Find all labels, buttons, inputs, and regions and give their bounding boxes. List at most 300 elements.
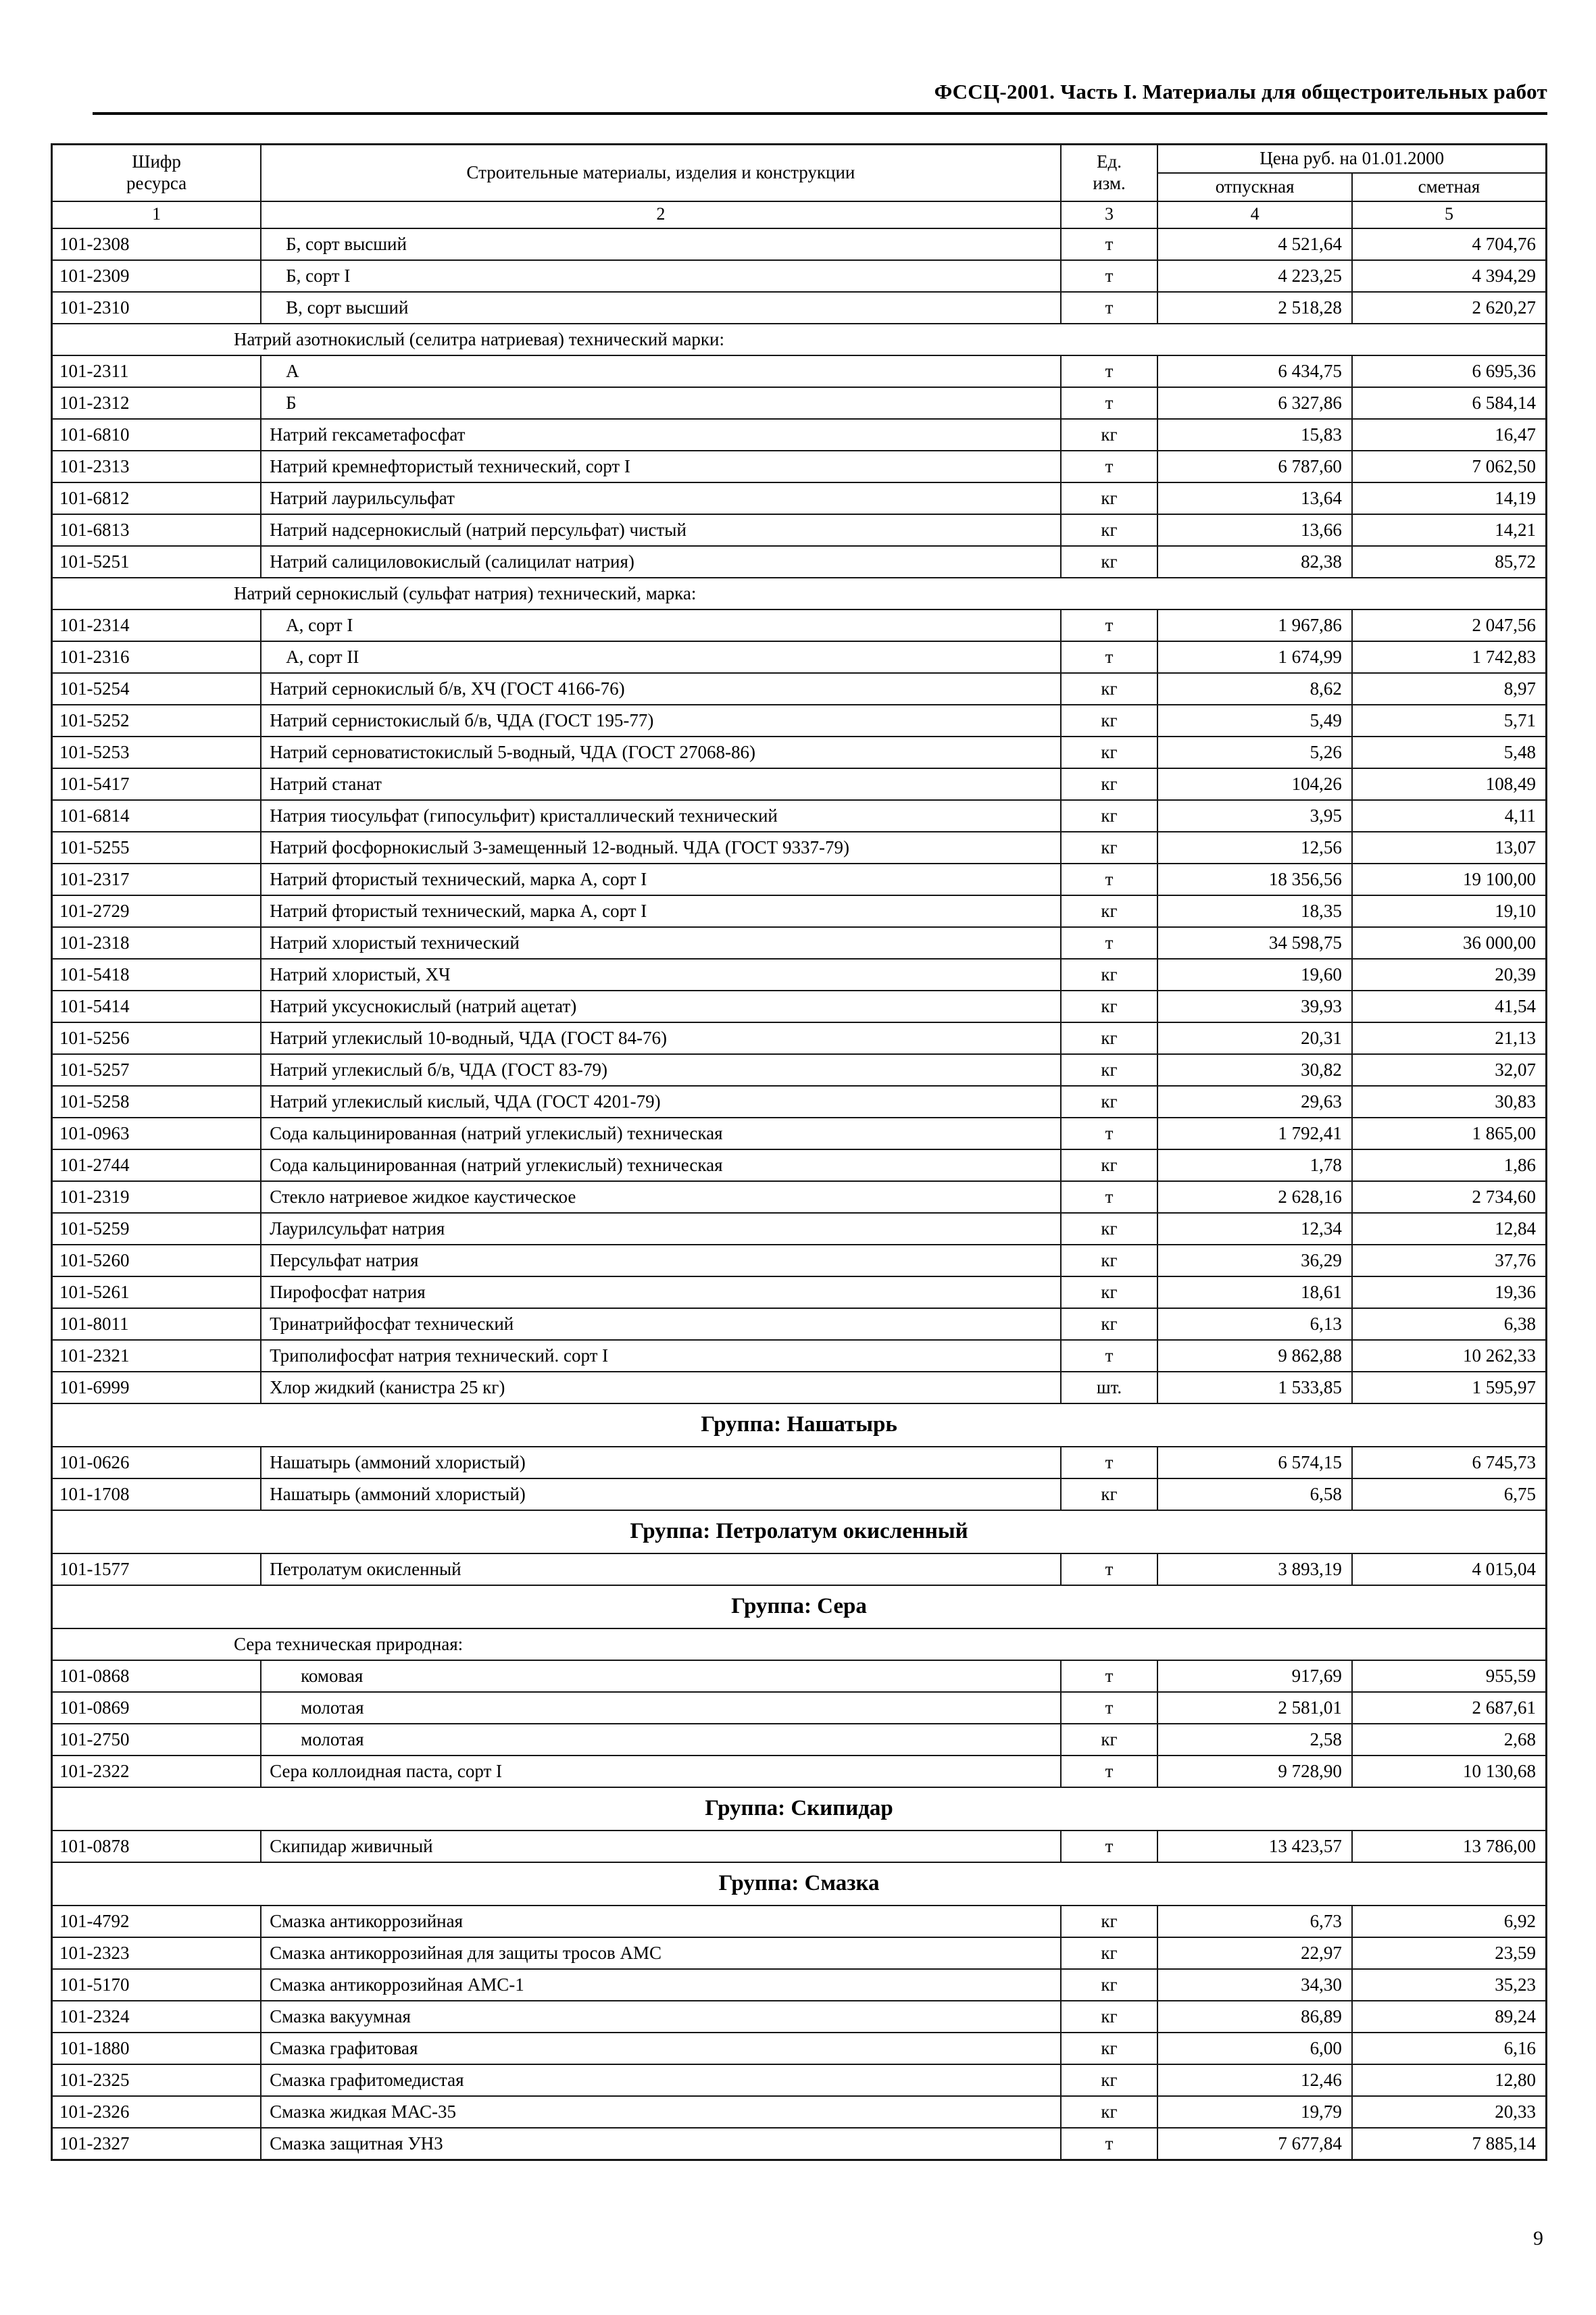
cell-material-name: Смазка антикоррозийная для защиты тросов АМС [261,1937,1060,1969]
cell-price-estimate: 89,24 [1352,2001,1547,2033]
cell-resource-code: 101-2322 [52,1756,261,1787]
cell-price-release: 18 356,56 [1157,864,1352,895]
cell-resource-code: 101-2309 [52,260,261,292]
cell-price-release: 34 598,75 [1157,927,1352,959]
material-row [52,705,1547,737]
cell-price-estimate: 4 394,29 [1352,260,1547,292]
cell-resource-code: 101-6810 [52,419,261,451]
cell-unit: кг [1061,2001,1158,2033]
page-number: 9 [1533,2227,1543,2249]
material-row [52,2096,1547,2128]
material-row [52,1831,1547,1862]
cell-price-release: 5,49 [1157,705,1352,737]
cell-unit: т [1061,641,1158,673]
cell-price-estimate: 32,07 [1352,1054,1547,1086]
cell-material-name: Сода кальцинированная (натрий углекислый) техническая [261,1149,1060,1181]
group-header-row [52,1510,1547,1553]
cell-price-release: 2 518,28 [1157,292,1352,324]
cell-material-name: В, сорт высший [261,292,1060,324]
cell-material-name: Натрий углекислый 10-водный, ЧДА (ГОСТ 84-76) [261,1022,1060,1054]
cell-price-release: 18,35 [1157,895,1352,927]
cell-price-release: 82,38 [1157,546,1352,578]
cell-material-name: Натрий кремнефтористый технический, сорт I [261,451,1060,482]
cell-resource-code: 101-6813 [52,514,261,546]
cell-resource-code: 101-8011 [52,1308,261,1340]
cell-unit: т [1061,609,1158,641]
cell-price-estimate: 8,97 [1352,673,1547,705]
header-row-labels [52,145,1547,173]
cell-material-name: Натрий фтористый технический, марка А, сорт I [261,864,1060,895]
cell-unit: кг [1061,2064,1158,2096]
cell-price-estimate: 14,19 [1352,482,1547,514]
cell-resource-code: 101-5254 [52,673,261,705]
cell-material-name: комовая [261,1660,1060,1692]
cell-price-estimate: 4,11 [1352,800,1547,832]
cell-resource-code: 101-0878 [52,1831,261,1862]
document-header-title: ФССЦ-2001. Часть I. Материалы для общестроительных работ [93,80,1547,115]
cell-unit: кг [1061,673,1158,705]
material-row [52,1276,1547,1308]
material-row [52,1054,1547,1086]
cell-unit: кг [1061,895,1158,927]
cell-resource-code: 101-1577 [52,1553,261,1585]
cell-unit: кг [1061,1724,1158,1756]
cell-material-name: Натрий сернистокислый б/в, ЧДА (ГОСТ 195-77) [261,705,1060,737]
material-row [52,1756,1547,1787]
cell-resource-code: 101-6812 [52,482,261,514]
cell-price-release: 19,60 [1157,959,1352,991]
cell-material-name: Стекло натриевое жидкое каустическое [261,1181,1060,1213]
cell-resource-code: 101-5261 [52,1276,261,1308]
cell-unit: кг [1061,1937,1158,1969]
cell-unit: кг [1061,1308,1158,1340]
section-subheader-row [52,324,1547,355]
cell-unit: кг [1061,832,1158,864]
table-header [52,145,1547,228]
cell-unit: т [1061,1118,1158,1149]
cell-unit: т [1061,1553,1158,1585]
cell-price-estimate: 19,36 [1352,1276,1547,1308]
cell-material-name: молотая [261,1692,1060,1724]
cell-price-release: 15,83 [1157,419,1352,451]
cell-material-name: Натрий хлористый технический [261,927,1060,959]
cell-material-name: Скипидар живичный [261,1831,1060,1862]
cell-unit: т [1061,292,1158,324]
cell-unit: кг [1061,419,1158,451]
cell-price-release: 3,95 [1157,800,1352,832]
cell-material-name: А, сорт II [261,641,1060,673]
subheader-title: Натрий сернокислый (сульфат натрия) технический, марка: [52,578,1547,609]
cell-price-release: 2,58 [1157,1724,1352,1756]
cell-resource-code: 101-5170 [52,1969,261,2001]
group-header-row [52,1862,1547,1906]
cell-material-name: Натрий станат [261,768,1060,800]
cell-material-name: Натрий фосфорнокислый 3-замещенный 12-водный. ЧДА (ГОСТ 9337-79) [261,832,1060,864]
cell-price-estimate: 16,47 [1352,419,1547,451]
material-row [52,832,1547,864]
cell-material-name: Натрий углекислый б/в, ЧДА (ГОСТ 83-79) [261,1054,1060,1086]
group-header-row [52,1585,1547,1628]
cell-resource-code: 101-2314 [52,609,261,641]
cell-unit: кг [1061,768,1158,800]
group-title: Группа: Смазка [52,1862,1547,1906]
cell-price-estimate: 12,80 [1352,2064,1547,2096]
material-row [52,514,1547,546]
material-row [52,1692,1547,1724]
cell-resource-code: 101-2324 [52,2001,261,2033]
section-subheader-row [52,1628,1547,1660]
group-title: Группа: Петролатум окисленный [52,1510,1547,1553]
cell-resource-code: 101-5255 [52,832,261,864]
subheader-title: Натрий азотнокислый (селитра натриевая) технический марки: [52,324,1547,355]
cell-unit: т [1061,1181,1158,1213]
cell-price-estimate: 21,13 [1352,1022,1547,1054]
material-row [52,737,1547,768]
cell-material-name: Б, сорт высший [261,228,1060,260]
cell-price-release: 19,79 [1157,2096,1352,2128]
cell-price-release: 2 628,16 [1157,1181,1352,1213]
cell-unit: кг [1061,482,1158,514]
material-row [52,1181,1547,1213]
cell-price-estimate: 85,72 [1352,546,1547,578]
cell-material-name: Натрий серноватистокислый 5-водный, ЧДА (ГОСТ 27068-86) [261,737,1060,768]
cell-price-release: 917,69 [1157,1660,1352,1692]
cell-resource-code: 101-2325 [52,2064,261,2096]
cell-resource-code: 101-5256 [52,1022,261,1054]
material-row [52,451,1547,482]
cell-unit: кг [1061,959,1158,991]
cell-material-name: Б [261,387,1060,419]
cell-unit: кг [1061,737,1158,768]
material-row [52,1086,1547,1118]
material-row [52,991,1547,1022]
cell-material-name: Нашатырь (аммоний хлористый) [261,1447,1060,1478]
cell-unit: т [1061,1660,1158,1692]
cell-resource-code: 101-5252 [52,705,261,737]
group-title: Группа: Нашатырь [52,1403,1547,1447]
column-number-3: 3 [1061,201,1158,228]
cell-unit: т [1061,1340,1158,1372]
cell-resource-code: 101-0869 [52,1692,261,1724]
material-row [52,482,1547,514]
cell-resource-code: 101-2744 [52,1149,261,1181]
material-row [52,959,1547,991]
material-row [52,641,1547,673]
cell-unit: т [1061,355,1158,387]
cell-material-name: А, сорт I [261,609,1060,641]
cell-unit: кг [1061,2096,1158,2128]
cell-unit: т [1061,2128,1158,2160]
cell-resource-code: 101-2312 [52,387,261,419]
cell-price-release: 6,00 [1157,2033,1352,2064]
col-header-unit: Ед. изм. [1061,145,1158,201]
cell-price-estimate: 19,10 [1352,895,1547,927]
cell-unit: т [1061,927,1158,959]
cell-price-estimate: 5,48 [1352,737,1547,768]
cell-price-release: 13 423,57 [1157,1831,1352,1862]
col-header-price-release: отпускная [1157,173,1352,201]
cell-unit: т [1061,1447,1158,1478]
cell-material-name: Лаурилсульфат натрия [261,1213,1060,1245]
cell-resource-code: 101-5260 [52,1245,261,1276]
cell-price-release: 6 787,60 [1157,451,1352,482]
cell-material-name: Смазка защитная УН3 [261,2128,1060,2160]
cell-unit: кг [1061,1149,1158,1181]
column-number-1: 1 [52,201,261,228]
cell-price-estimate: 6 695,36 [1352,355,1547,387]
cell-material-name: Персульфат натрия [261,1245,1060,1276]
material-row [52,2128,1547,2160]
cell-unit: кг [1061,514,1158,546]
cell-price-estimate: 1 742,83 [1352,641,1547,673]
cell-price-release: 34,30 [1157,1969,1352,2001]
cell-price-estimate: 108,49 [1352,768,1547,800]
header-row-column-numbers [52,201,1547,228]
cell-material-name: Натрий гексаметафосфат [261,419,1060,451]
cell-price-estimate: 4 015,04 [1352,1553,1547,1585]
cell-price-estimate: 955,59 [1352,1660,1547,1692]
cell-resource-code: 101-2319 [52,1181,261,1213]
cell-price-estimate: 30,83 [1352,1086,1547,1118]
cell-price-estimate: 6,16 [1352,2033,1547,2064]
cell-resource-code: 101-2729 [52,895,261,927]
cell-unit: кг [1061,1213,1158,1245]
cell-price-release: 1 533,85 [1157,1372,1352,1403]
cell-material-name: Смазка графитовая [261,2033,1060,2064]
cell-material-name: Нашатырь (аммоний хлористый) [261,1478,1060,1510]
cell-resource-code: 101-6814 [52,800,261,832]
section-subheader-row [52,578,1547,609]
cell-unit: т [1061,228,1158,260]
cell-price-estimate: 19 100,00 [1352,864,1547,895]
cell-price-estimate: 6 745,73 [1352,1447,1547,1478]
cell-price-estimate: 36 000,00 [1352,927,1547,959]
cell-resource-code: 101-2323 [52,1937,261,1969]
material-row [52,546,1547,578]
cell-unit: кг [1061,1276,1158,1308]
material-row [52,1937,1547,1969]
cell-price-estimate: 13 786,00 [1352,1831,1547,1862]
cell-price-estimate: 2 687,61 [1352,1692,1547,1724]
cell-resource-code: 101-0963 [52,1118,261,1149]
cell-resource-code: 101-2313 [52,451,261,482]
cell-price-release: 3 893,19 [1157,1553,1352,1585]
cell-unit: кг [1061,705,1158,737]
cell-price-release: 6,58 [1157,1478,1352,1510]
cell-price-release: 4 521,64 [1157,228,1352,260]
material-row [52,2001,1547,2033]
material-row [52,1213,1547,1245]
cell-material-name: молотая [261,1724,1060,1756]
material-row [52,1340,1547,1372]
cell-price-estimate: 35,23 [1352,1969,1547,2001]
cell-resource-code: 101-1708 [52,1478,261,1510]
material-row [52,673,1547,705]
cell-price-estimate: 4 704,76 [1352,228,1547,260]
cell-material-name: Б, сорт I [261,260,1060,292]
cell-price-release: 4 223,25 [1157,260,1352,292]
cell-price-estimate: 1 595,97 [1352,1372,1547,1403]
cell-material-name: Смазка жидкая МАС-35 [261,2096,1060,2128]
cell-price-estimate: 2 047,56 [1352,609,1547,641]
cell-unit: т [1061,864,1158,895]
cell-material-name: Сера коллоидная паста, сорт I [261,1756,1060,1787]
cell-price-release: 104,26 [1157,768,1352,800]
material-row [52,1724,1547,1756]
cell-unit: кг [1061,1906,1158,1937]
cell-price-release: 39,93 [1157,991,1352,1022]
cell-price-release: 1 674,99 [1157,641,1352,673]
cell-price-estimate: 1 865,00 [1352,1118,1547,1149]
material-row [52,927,1547,959]
cell-price-estimate: 10 130,68 [1352,1756,1547,1787]
cell-resource-code: 101-2316 [52,641,261,673]
subheader-title: Сера техническая природная: [52,1628,1547,1660]
material-row [52,864,1547,895]
material-row [52,1308,1547,1340]
cell-price-release: 29,63 [1157,1086,1352,1118]
cell-resource-code: 101-2311 [52,355,261,387]
cell-material-name: Смазка вакуумная [261,2001,1060,2033]
cell-unit: шт. [1061,1372,1158,1403]
cell-unit: т [1061,1756,1158,1787]
cell-material-name: Хлор жидкий (канистра 25 кг) [261,1372,1060,1403]
cell-material-name: Смазка антикоррозийная АМС-1 [261,1969,1060,2001]
cell-price-estimate: 2,68 [1352,1724,1547,1756]
cell-material-name: А [261,355,1060,387]
cell-resource-code: 101-2327 [52,2128,261,2160]
cell-unit: т [1061,387,1158,419]
cell-unit: т [1061,1692,1158,1724]
cell-unit: кг [1061,2033,1158,2064]
cell-material-name: Смазка антикоррозийная [261,1906,1060,1937]
cell-price-estimate: 37,76 [1352,1245,1547,1276]
cell-resource-code: 101-2750 [52,1724,261,1756]
cell-material-name: Триполифосфат натрия технический. сорт I [261,1340,1060,1372]
cell-price-release: 9 862,88 [1157,1340,1352,1372]
cell-unit: кг [1061,1054,1158,1086]
material-row [52,387,1547,419]
cell-price-release: 12,34 [1157,1213,1352,1245]
material-row [52,768,1547,800]
cell-price-estimate: 2 620,27 [1352,292,1547,324]
cell-material-name: Натрия тиосульфат (гипосульфит) кристаллический технический [261,800,1060,832]
cell-unit: кг [1061,1478,1158,1510]
cell-resource-code: 101-5418 [52,959,261,991]
cell-unit: кг [1061,546,1158,578]
cell-resource-code: 101-5257 [52,1054,261,1086]
cell-unit: т [1061,451,1158,482]
cell-material-name: Натрий фтористый технический, марка А, сорт I [261,895,1060,927]
cell-price-release: 1 967,86 [1157,609,1352,641]
material-row [52,1118,1547,1149]
cell-resource-code: 101-0626 [52,1447,261,1478]
cell-resource-code: 101-0868 [52,1660,261,1692]
cell-unit: кг [1061,800,1158,832]
cell-price-release: 30,82 [1157,1054,1352,1086]
cell-price-release: 6,73 [1157,1906,1352,1937]
group-title: Группа: Скипидар [52,1787,1547,1831]
table-body [52,228,1547,2160]
group-header-row [52,1403,1547,1447]
cell-price-release: 9 728,90 [1157,1756,1352,1787]
cell-resource-code: 101-2318 [52,927,261,959]
cell-price-release: 18,61 [1157,1276,1352,1308]
material-row [52,260,1547,292]
cell-resource-code: 101-1880 [52,2033,261,2064]
cell-resource-code: 101-5414 [52,991,261,1022]
cell-price-release: 1 792,41 [1157,1118,1352,1149]
cell-material-name: Натрий салициловокислый (салицилат натрия) [261,546,1060,578]
group-header-row [52,1787,1547,1831]
cell-resource-code: 101-2310 [52,292,261,324]
material-row [52,609,1547,641]
cell-unit: кг [1061,991,1158,1022]
cell-material-name: Тринатрийфосфат технический [261,1308,1060,1340]
cell-price-estimate: 2 734,60 [1352,1181,1547,1213]
material-row [52,419,1547,451]
column-number-4: 4 [1157,201,1352,228]
cell-price-estimate: 6,92 [1352,1906,1547,1937]
cell-price-release: 8,62 [1157,673,1352,705]
cell-price-estimate: 6,75 [1352,1478,1547,1510]
cell-price-release: 7 677,84 [1157,2128,1352,2160]
cell-resource-code: 101-4792 [52,1906,261,1937]
material-row [52,1372,1547,1403]
cell-price-estimate: 41,54 [1352,991,1547,1022]
material-row [52,1969,1547,2001]
cell-material-name: Сода кальцинированная (натрий углекислый) техническая [261,1118,1060,1149]
material-row [52,1553,1547,1585]
materials-price-table [51,143,1547,2161]
col-header-price-estimate: сметная [1352,173,1547,201]
cell-material-name: Натрий хлористый, ХЧ [261,959,1060,991]
cell-price-estimate: 1,86 [1352,1149,1547,1181]
group-title: Группа: Сера [52,1585,1547,1628]
cell-resource-code: 101-5417 [52,768,261,800]
cell-resource-code: 101-2326 [52,2096,261,2128]
material-row [52,2033,1547,2064]
cell-unit: кг [1061,1086,1158,1118]
material-row [52,1245,1547,1276]
cell-resource-code: 101-6999 [52,1372,261,1403]
cell-material-name: Пирофосфат натрия [261,1276,1060,1308]
cell-price-release: 86,89 [1157,2001,1352,2033]
cell-price-release: 12,56 [1157,832,1352,864]
material-row [52,292,1547,324]
cell-unit: кг [1061,1022,1158,1054]
cell-price-release: 36,29 [1157,1245,1352,1276]
col-header-price: Цена руб. на 01.01.2000 [1157,145,1546,173]
cell-price-release: 12,46 [1157,2064,1352,2096]
cell-resource-code: 101-5251 [52,546,261,578]
cell-price-estimate: 14,21 [1352,514,1547,546]
cell-price-release: 5,26 [1157,737,1352,768]
material-row [52,228,1547,260]
cell-price-release: 6,13 [1157,1308,1352,1340]
cell-price-estimate: 6,38 [1352,1308,1547,1340]
material-row [52,1906,1547,1937]
material-row [52,2064,1547,2096]
cell-price-release: 6 434,75 [1157,355,1352,387]
cell-resource-code: 101-2321 [52,1340,261,1372]
cell-material-name: Петролатум окисленный [261,1553,1060,1585]
cell-price-release: 6 327,86 [1157,387,1352,419]
material-row [52,1660,1547,1692]
cell-material-name: Смазка графитомедистая [261,2064,1060,2096]
cell-unit: т [1061,1831,1158,1862]
column-number-2: 2 [261,201,1060,228]
